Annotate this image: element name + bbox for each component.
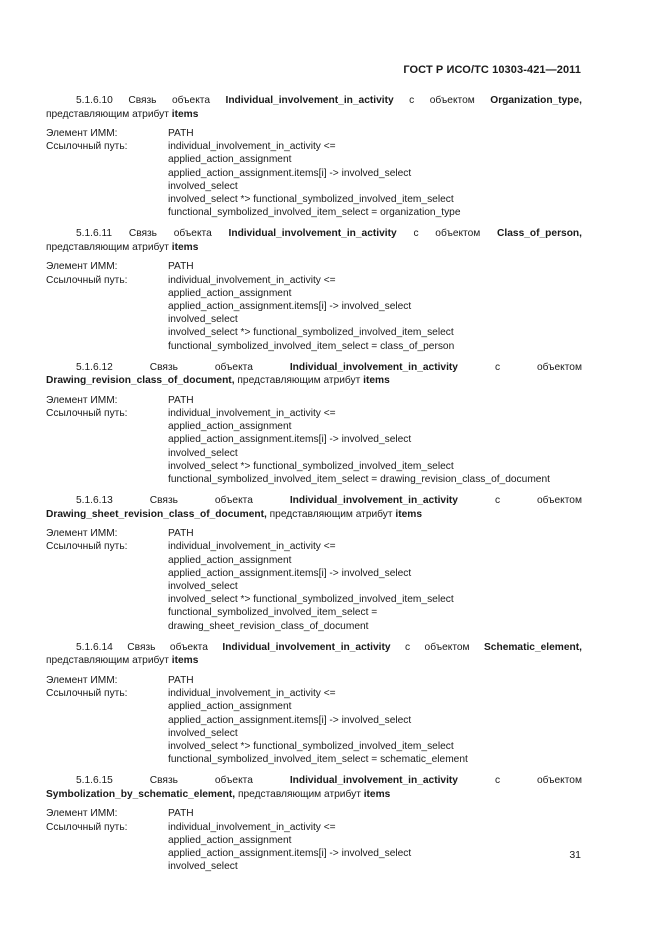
element-row: [46, 394, 582, 407]
path-value: [168, 140, 582, 219]
path-row: [46, 687, 582, 766]
path-line: applied_action_assignment.items[i] -> involved_select: [168, 167, 412, 179]
section-number: 5.1.6.10: [76, 95, 113, 106]
element-value: PATH: [168, 261, 194, 273]
path-line: individual_involvement_in_activity <=: [168, 408, 336, 420]
section-heading: [46, 494, 582, 521]
path-line: involved_select: [168, 581, 238, 593]
mapping-section: [46, 774, 582, 873]
document-header: ГОСТ Р ИСО/ТС 10303-421—2011: [403, 64, 581, 76]
heading-text: с объектом: [409, 95, 475, 106]
section-number: 5.1.6.11: [76, 228, 113, 240]
heading-text: Связь объекта: [149, 495, 253, 507]
path-line: individual_involvement_in_activity <=: [168, 821, 336, 833]
element-row: [46, 674, 582, 687]
path-value: [168, 687, 582, 766]
path-line: drawing_sheet_revision_class_of_document: [168, 620, 369, 632]
path-label: Ссылочный путь:: [46, 541, 128, 553]
heading-text: с объектом: [494, 495, 582, 507]
mapping-sections: [46, 94, 582, 873]
mapping-section: [46, 94, 582, 219]
element-value: PATH: [168, 528, 194, 540]
section-heading: [46, 774, 582, 801]
section-number: 5.1.6.13: [76, 495, 113, 507]
target-entity-name: Drawing_revision_class_of_document,: [46, 375, 235, 387]
element-row: [46, 260, 582, 273]
heading-text: представляющим атрибут: [237, 375, 361, 387]
path-line: functional_symbolized_involved_item_select = drawing_revision_class_of_document: [168, 474, 550, 486]
path-line: applied_action_assignment.items[i] -> involved_select: [168, 847, 412, 859]
section-number: 5.1.6.14: [76, 641, 113, 653]
path-line: individual_involvement_in_activity <=: [168, 274, 336, 286]
heading-text: Связь объекта: [127, 641, 208, 653]
path-line: applied_action_assignment.items[i] -> involved_select: [168, 567, 412, 579]
attribute-name: items: [171, 655, 199, 667]
heading-text: представляющим атрибут: [237, 788, 361, 800]
entity-name: Individual_involvement_in_activity: [289, 361, 458, 373]
path-line: individual_involvement_in_activity <=: [168, 141, 336, 153]
attribute-name: items: [171, 108, 199, 120]
path-line: applied_action_assignment: [168, 834, 292, 846]
path-label: Ссылочный путь:: [46, 408, 128, 420]
path-line: functional_symbolized_involved_item_select = class_of_person: [168, 340, 455, 352]
path-line: individual_involvement_in_activity <=: [168, 541, 336, 553]
target-entity-name: Organization_type,: [490, 95, 582, 106]
target-entity-name: Schematic_element,: [484, 641, 582, 653]
path-line: involved_select *> functional_symbolized_involved_item_select: [168, 194, 454, 206]
heading-text: представляющим атрибут: [46, 655, 169, 667]
path-value: [168, 821, 582, 874]
path-row: [46, 274, 582, 353]
path-line: applied_action_assignment: [168, 154, 292, 166]
path-line: functional_symbolized_involved_item_select = schematic_element: [168, 754, 468, 766]
heading-text: представляющим атрибут: [46, 241, 169, 253]
attribute-name: items: [363, 788, 391, 800]
path-line: applied_action_assignment.items[i] -> involved_select: [168, 714, 412, 726]
target-entity-name: Class_of_person,: [497, 228, 582, 240]
path-line: involved_select *> functional_symbolized_involved_item_select: [168, 594, 454, 606]
path-label: Ссылочный путь:: [46, 688, 128, 700]
section-heading: [46, 361, 582, 388]
section-heading: [46, 227, 582, 254]
path-line: involved_select *> functional_symbolized_involved_item_select: [168, 740, 454, 752]
path-line: involved_select: [168, 727, 238, 739]
element-label: Элемент ИММ:: [46, 808, 118, 820]
mapping-section: [46, 361, 582, 486]
heading-text: с объектом: [494, 775, 582, 787]
element-row: [46, 807, 582, 820]
path-line: involved_select: [168, 180, 238, 192]
path-line: functional_symbolized_involved_item_select =: [168, 607, 378, 619]
path-label: Ссылочный путь:: [46, 141, 128, 153]
path-line: involved_select: [168, 314, 238, 326]
element-value: PATH: [168, 674, 194, 686]
attribute-name: items: [395, 508, 423, 520]
section-number: 5.1.6.15: [76, 775, 113, 787]
heading-text: с объектом: [405, 641, 470, 653]
target-entity-name: Symbolization_by_schematic_element,: [46, 788, 236, 800]
path-row: [46, 407, 582, 486]
path-value: [168, 274, 582, 353]
element-value: PATH: [168, 394, 194, 406]
path-line: applied_action_assignment: [168, 554, 292, 566]
element-label: Элемент ИММ:: [46, 674, 118, 686]
element-label: Элемент ИММ:: [46, 528, 118, 540]
path-value: [168, 407, 582, 486]
element-value: PATH: [168, 808, 194, 820]
target-entity-name: Drawing_sheet_revision_class_of_document,: [46, 508, 267, 520]
path-row: [46, 540, 582, 632]
heading-text: Связь объекта: [149, 361, 253, 373]
path-line: involved_select *> functional_symbolized_involved_item_select: [168, 460, 454, 472]
path-line: involved_select *> functional_symbolized_involved_item_select: [168, 327, 454, 339]
attribute-name: items: [171, 241, 199, 253]
path-line: applied_action_assignment: [168, 701, 292, 713]
path-line: applied_action_assignment.items[i] -> involved_select: [168, 301, 412, 313]
section-number: 5.1.6.12: [76, 361, 113, 373]
entity-name: Individual_involvement_in_activity: [289, 775, 458, 787]
path-label: Ссылочный путь:: [46, 821, 128, 833]
element-row: [46, 527, 582, 540]
heading-text: представляющим атрибут: [269, 508, 393, 520]
document-body: [46, 94, 582, 881]
path-line: applied_action_assignment: [168, 287, 292, 299]
entity-name: Individual_involvement_in_activity: [228, 228, 397, 240]
path-line: involved_select: [168, 861, 238, 873]
section-heading: [46, 641, 582, 668]
page-number: 31: [569, 849, 581, 861]
element-row: [46, 127, 582, 140]
heading-text: Связь объекта: [149, 775, 253, 787]
heading-text: Связь объекта: [128, 95, 210, 106]
element-label: Элемент ИММ:: [46, 261, 118, 273]
section-heading: [46, 94, 582, 121]
path-row: [46, 140, 582, 219]
attribute-name: items: [363, 375, 390, 387]
path-value: [168, 540, 582, 632]
path-line: applied_action_assignment: [168, 421, 292, 433]
path-line: functional_symbolized_involved_item_select = organization_type: [168, 207, 461, 219]
path-line: involved_select: [168, 447, 238, 459]
element-value: PATH: [168, 128, 194, 139]
heading-text: представляющим атрибут: [46, 108, 169, 120]
path-label: Ссылочный путь:: [46, 274, 128, 286]
heading-text: с объектом: [494, 361, 582, 373]
path-line: applied_action_assignment.items[i] -> involved_select: [168, 434, 412, 446]
heading-text: с объектом: [413, 228, 481, 240]
entity-name: Individual_involvement_in_activity: [289, 495, 458, 507]
mapping-section: [46, 494, 582, 633]
mapping-section: [46, 641, 582, 766]
entity-name: Individual_involvement_in_activity: [225, 95, 394, 106]
element-label: Элемент ИММ:: [46, 128, 118, 139]
path-row: [46, 821, 582, 874]
mapping-section: [46, 227, 582, 352]
element-label: Элемент ИММ:: [46, 394, 118, 406]
heading-text: Связь объекта: [128, 228, 212, 240]
entity-name: Individual_involvement_in_activity: [222, 641, 391, 653]
path-line: individual_involvement_in_activity <=: [168, 688, 336, 700]
